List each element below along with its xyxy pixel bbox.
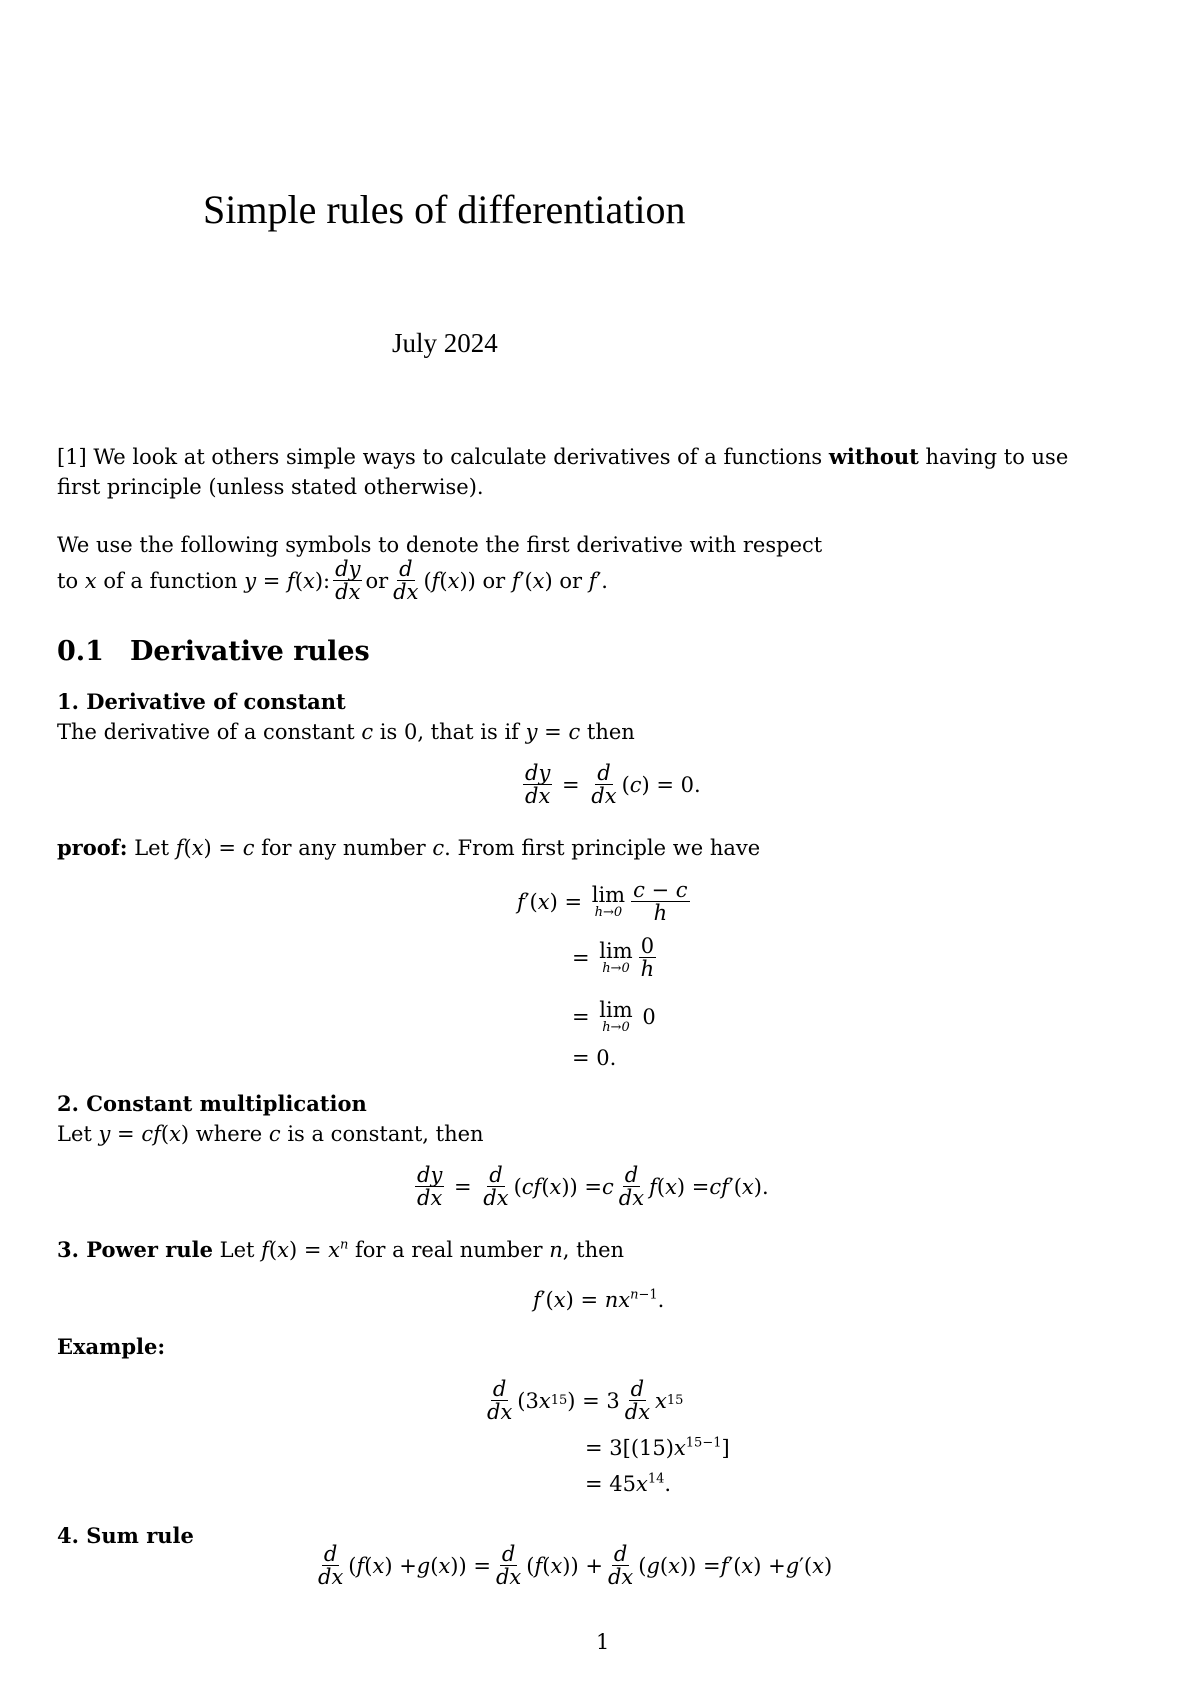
proof-step-4: = 0. — [572, 1046, 617, 1070]
notation-ddx: $\frac{d}{dx}$ — [393, 557, 419, 605]
document-title: Simple rules of differentiation — [203, 187, 686, 232]
proof-step-3: = lim h→0 0 — [572, 998, 656, 1035]
rule-3-equation: $f'(x) = nx^{n-1}$. — [533, 1287, 665, 1312]
intro-line-1: [1] We look at others simple ways to calculate derivatives of a functions without having to use — [57, 444, 1069, 469]
proof-line: proof: Let f(x) = c for any number c. From first principle we have — [57, 835, 761, 860]
example-step-1: $\frac{d}{dx}$ (3 x 15 ) = 3 $\frac{d}{dx}$ x 15 — [487, 1377, 684, 1425]
notation-dydx: $\frac{dy}{dx}$ — [335, 557, 361, 605]
page-number: 1 — [596, 1630, 610, 1654]
rule-1-heading: 1. Derivative of constant — [57, 689, 346, 714]
example-label: Example: — [57, 1334, 166, 1359]
intro-line-2: first principle (unless stated otherwise). — [57, 475, 484, 499]
document-date: July 2024 — [392, 328, 498, 358]
proof-step-1: f ′( x ) = lim h→0 $\frac{c - c}{h}$ — [517, 878, 688, 926]
rule-2-text: Let y = cf(x) where c is a constant, then — [57, 1122, 484, 1146]
rule-4-heading: 4. Sum rule — [57, 1523, 194, 1548]
rule-3-line: 3. Power rule Let $f(x) = x^n$ for a real number n, then — [57, 1237, 625, 1262]
rule-1-equation: $\frac{dy}{dx}$ = $\frac{d}{dx}$ ( c ) = 0. — [525, 761, 701, 809]
intro-line-4: to x of a function y = f ( x ): $\frac{dy}{dx}$ or $\frac{d}{dx}$ ( f ( x )) or f ′( x ) or f ′. — [57, 557, 608, 605]
proof-step-2: = lim h→0 $\frac{0}{h}$ — [572, 934, 655, 982]
rule-2-equation: $\frac{dy}{dx}$ = $\frac{d}{dx}$ ( cf ( x )) = c $\frac{d}{dx}$ f ( x ) = cf ′( x ). — [417, 1163, 769, 1211]
example-step-2: = $3[(15)x^{15-1}]$ — [585, 1435, 730, 1460]
intro-emphasis: without — [828, 444, 919, 469]
rule-2-heading: 2. Constant multiplication — [57, 1091, 367, 1116]
example-step-3: = $45x^{14}$. — [585, 1471, 672, 1496]
rule-3-heading: 3. Power rule — [57, 1237, 213, 1262]
rule-4-equation: $\frac{d}{dx}$ ( f ( x ) + g ( x )) = $\frac{d}{dx}$ ( f ( x )) + $\frac{d}{dx}$ ( g ( x )) = f ′( x ) + g ′( x ) — [318, 1542, 833, 1590]
section-number: 0.1 — [57, 636, 104, 667]
intro-line-3: We use the following symbols to denote the first derivative with respect — [57, 533, 823, 557]
section-title: Derivative rules — [129, 636, 370, 667]
section-heading — [57, 636, 370, 667]
rule-1-text: The derivative of a constant c is 0, that is if y = c then — [57, 720, 635, 744]
